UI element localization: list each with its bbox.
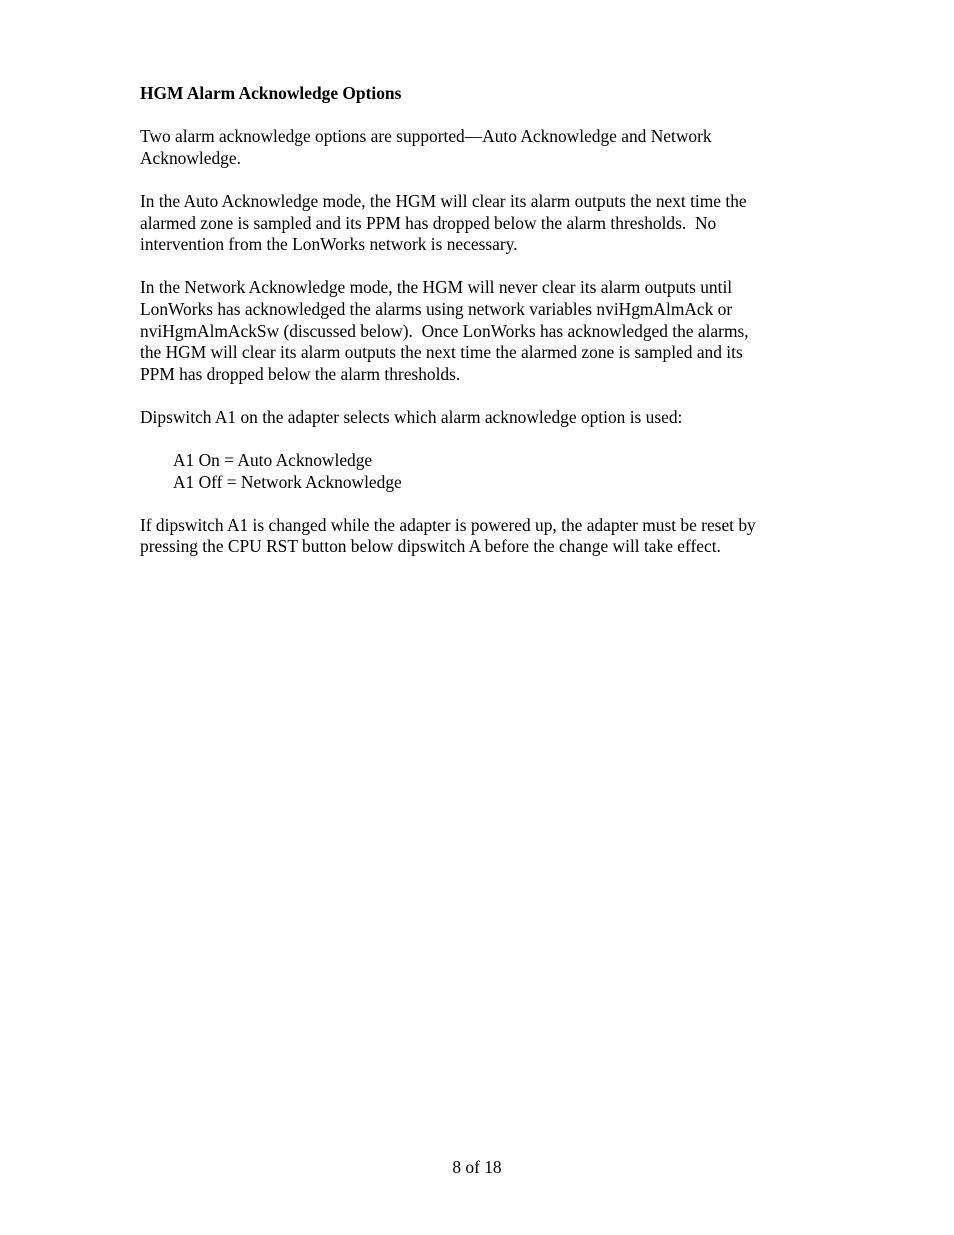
paragraph-line: Acknowledge.	[140, 147, 241, 168]
dipswitch-options-list	[140, 450, 820, 493]
section-heading: HGM Alarm Acknowledge Options	[140, 83, 402, 103]
paragraph-line: alarmed zone is sampled and its PPM has dropped below the alarm thresholds. No	[140, 212, 717, 233]
paragraph-dipswitch	[140, 407, 820, 429]
paragraph-line: In the Network Acknowledge mode, the HGM will never clear its alarm outputs until	[140, 277, 733, 298]
paragraph-line: Two alarm acknowledge options are supported—Auto Acknowledge and Network	[140, 126, 712, 147]
paragraph-line: pressing the CPU RST button below dipswitch A before the change will take effect.	[140, 536, 721, 557]
paragraph-line: the HGM will clear its alarm outputs the next time the alarmed zone is sampled and its	[140, 342, 743, 363]
paragraph-auto-acknowledge	[140, 191, 820, 256]
option-item: A1 On = Auto Acknowledge	[173, 450, 373, 471]
paragraph-line: If dipswitch A1 is changed while the adapter is powered up, the adapter must be reset by	[140, 514, 756, 535]
paragraph-reset-note	[140, 515, 820, 558]
page-number: 8 of 18	[452, 1157, 502, 1177]
option-item: A1 Off = Network Acknowledge	[173, 471, 402, 492]
paragraph-line: Dipswitch A1 on the adapter selects which alarm acknowledge option is used:	[140, 406, 683, 427]
paragraph-line: In the Auto Acknowledge mode, the HGM will clear its alarm outputs the next time the	[140, 190, 747, 211]
paragraph-line: intervention from the LonWorks network is necessary.	[140, 234, 518, 255]
paragraph-line: LonWorks has acknowledged the alarms using network variables nviHgmAlmAck or	[140, 298, 733, 319]
paragraph-network-acknowledge	[140, 277, 820, 385]
paragraph-intro	[140, 126, 820, 169]
paragraph-line: nviHgmAlmAckSw (discussed below). Once LonWorks has acknowledged the alarms,	[140, 320, 749, 341]
document-page	[140, 83, 820, 558]
paragraph-line: PPM has dropped below the alarm thresholds.	[140, 363, 461, 384]
